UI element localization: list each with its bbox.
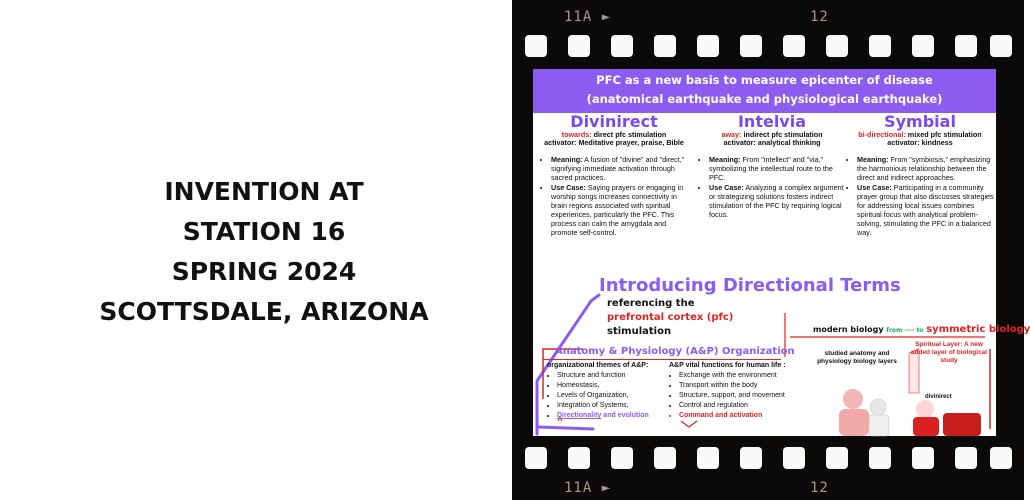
bullet-text: From "symbiosis," emphasizing the harmonious relationship between the direct and indirect approaches. (857, 155, 991, 182)
ap-heading: Anatomy & Physiology (A&P) Organization (555, 346, 795, 357)
direction-label: bi-directional: (858, 130, 906, 139)
direction-label: away: (721, 130, 742, 139)
sprocket-hole (525, 447, 547, 469)
ap-themes-list (547, 371, 677, 421)
list-item (857, 183, 995, 237)
term-activator: activator: Meditative prayer, praise, Bible (544, 138, 684, 147)
anatomy-head (843, 389, 863, 409)
term-activator: activator: kindness (887, 138, 953, 147)
title-line: SCOTTSDALE, ARIZONA (99, 297, 429, 326)
event-title (0, 172, 528, 332)
sprocket-hole (869, 447, 891, 469)
symmetric-biology-label: symmetric biology (926, 324, 1030, 335)
spiritual-head (916, 400, 934, 418)
list-item: • Exchange with the environment (679, 371, 819, 381)
reference-text (607, 297, 733, 339)
from-to-label: from ---- to (886, 327, 924, 334)
ap-functions-list (669, 371, 819, 421)
list-item: • Homeostasis, (557, 381, 677, 391)
bullet-label: Use Case: (551, 183, 586, 192)
sprocket-hole (697, 35, 719, 57)
list-item (857, 155, 995, 182)
divinirect-tag: divinirect (925, 394, 952, 400)
bullet-text: Participating in a community prayer group that also discusses strategies for addressing local issues combines spiritual focus with analytical problem-solving, stimulating the PFC in a balanced way. (857, 183, 994, 237)
ref-line: referencing the (607, 298, 695, 309)
direction-label: towards: (561, 130, 592, 139)
sprocket-hole (869, 35, 891, 57)
sprocket-hole (783, 447, 805, 469)
sprocket-hole (740, 447, 762, 469)
sprocket-hole (826, 447, 848, 469)
ap-functions-heading: A&P vital functions for human life : (669, 362, 786, 369)
spiritual-figure (913, 417, 939, 436)
list-item (709, 155, 847, 182)
list-item: • Structure, support, and movement (679, 391, 819, 401)
sprocket-hole (990, 447, 1012, 469)
sprocket-hole (955, 447, 977, 469)
bullet-label: Use Case: (857, 183, 892, 192)
sprocket-hole (611, 447, 633, 469)
term-bullets (845, 155, 995, 237)
sprocket-hole (568, 447, 590, 469)
list-item: • Control and regulation (679, 401, 819, 411)
bullet-text: From "intellect" and "via," symbolizing the intellectual route to the PFC. (709, 155, 833, 182)
purple-underline-stroke (539, 427, 593, 429)
sprocket-hole (525, 35, 547, 57)
list-item: • Structure and function (557, 371, 677, 381)
sprocket-hole (783, 35, 805, 57)
red-brace (681, 421, 697, 427)
sprocket-hole (826, 35, 848, 57)
title-line: INVENTION AT (164, 177, 364, 206)
list-item: • Command and activation (679, 411, 819, 421)
frame-label: 11A ► (564, 480, 612, 496)
section-heading: Introducing Directional Terms (599, 275, 901, 296)
ref-line: stimulation (607, 326, 672, 337)
biology-transition (813, 324, 1030, 335)
term-title: Symbial (884, 112, 956, 131)
title-line: SPRING 2024 (171, 257, 357, 286)
ap-vital-functions (669, 361, 819, 421)
sprocket-hole (697, 447, 719, 469)
bullet-label: Meaning: (857, 155, 889, 164)
frame-label: 11A ► (564, 9, 612, 25)
organ-figure (943, 413, 981, 436)
list-item (709, 183, 847, 219)
anatomy-figure (839, 409, 869, 436)
sprocket-hole (654, 35, 676, 57)
bullet-label: Use Case: (709, 183, 744, 192)
header-line: PFC as a new basis to measure epicenter of disease (596, 73, 933, 87)
highlight-term: Directionality (557, 412, 602, 419)
ap-themes-heading: organizational themes of A&P: (547, 362, 649, 369)
term-bullets (697, 155, 847, 219)
sprocket-hole (990, 35, 1012, 57)
term-bullets (539, 155, 689, 237)
highlight-rest: and evolution (601, 412, 649, 419)
list-item: • Integration of Systems, (557, 401, 677, 411)
ref-line: prefrontal cortex (pfc) (607, 312, 734, 323)
ap-themes (547, 361, 677, 421)
sprocket-hole (654, 447, 676, 469)
direction-text: direct pfc stimulation (591, 130, 667, 139)
bullet-text: Saying prayers or engaging in worship songs increases connectivity in brain regions associated with spiritual experiences, particularly the PFC. This process can calm the amygdala and promote self-control. (551, 183, 684, 237)
term-activator: activator: analytical thinking (723, 138, 821, 147)
list-item (551, 155, 689, 182)
term-column-divinirect (539, 113, 689, 238)
header-line: (anatomical earthquake and physiological earthquake) (586, 92, 943, 106)
frame-label: 12 (810, 480, 829, 496)
ap-divider (543, 359, 781, 360)
left-panel (0, 0, 512, 500)
bullet-label: Meaning: (709, 155, 741, 164)
sprocket-hole (912, 35, 934, 57)
list-item: • Transport within the body (679, 381, 819, 391)
bullet-text: Analyzing a complex argument or strategizing solutions fosters indirect stimulation of the PFC by requiring logical focus. (709, 183, 844, 219)
list-item (557, 411, 677, 421)
skeleton-head (870, 399, 886, 415)
bullet-text: A fusion of "divine" and "direct," signifying immediate activation through sacred practices. (551, 155, 685, 182)
sprocket-hole (912, 447, 934, 469)
frame-label: 12 (810, 9, 829, 25)
bullet-label: Meaning: (551, 155, 583, 164)
studied-layers-label: studied anatomy and physiology biology layers (817, 350, 897, 365)
sprocket-hole (611, 35, 633, 57)
term-column-intelvia (697, 113, 847, 220)
sprocket-hole (955, 35, 977, 57)
infographic-sheet (533, 69, 1030, 436)
modern-biology-label: modern biology (813, 325, 884, 334)
list-item: • Levels of Organization, (557, 391, 677, 401)
sheet-header (533, 69, 996, 113)
title-line: STATION 16 (182, 217, 346, 246)
term-column-symbial (845, 113, 995, 238)
term-title: Divinirect (570, 112, 658, 131)
spiritual-layer-label: Spiritual Layer: A new added layer of biological study (910, 341, 988, 364)
direction-text: indirect pfc stimulation (741, 130, 823, 139)
list-item (551, 183, 689, 237)
skeleton-figure (869, 415, 889, 436)
direction-text: mixed pfc stimulation (905, 130, 982, 139)
sprocket-hole (740, 35, 762, 57)
sprocket-hole (568, 35, 590, 57)
term-title: Intelvia (737, 112, 807, 131)
